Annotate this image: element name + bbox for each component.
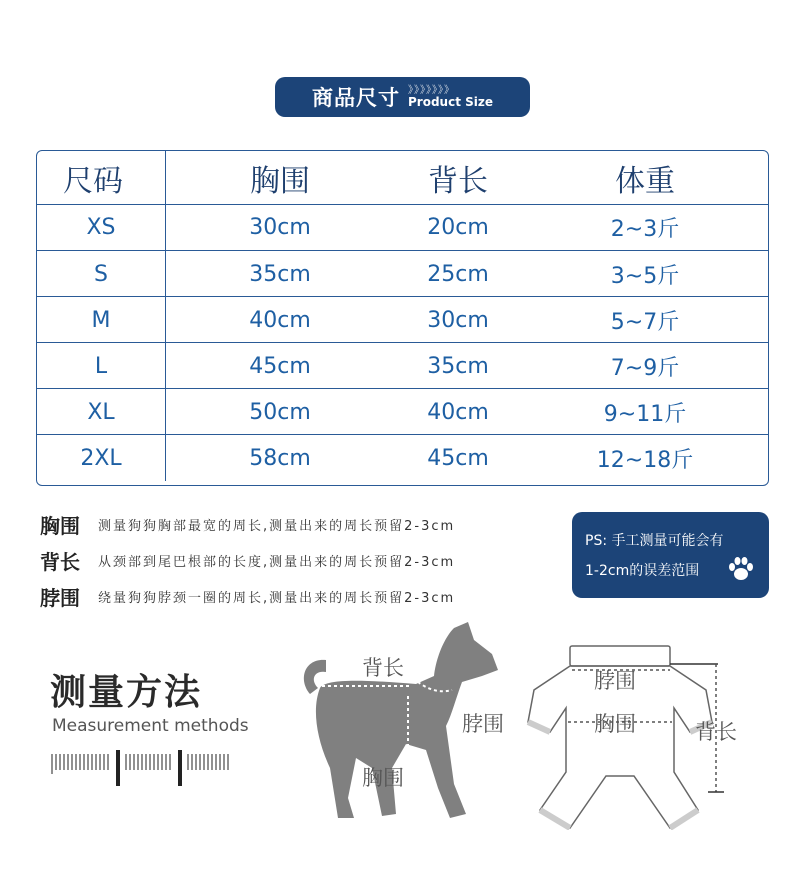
chest-cell: 50cm — [249, 399, 311, 425]
table-row — [37, 204, 768, 250]
banner-title-en: Product Size — [408, 95, 493, 109]
note-neck — [40, 578, 455, 614]
note-chest — [40, 506, 455, 542]
weight-cell: 9~11斤 — [603, 401, 687, 427]
size-cell: L — [37, 343, 166, 389]
method-title: 测量方法 — [50, 672, 203, 713]
weight-cell: 2~3斤 — [610, 216, 680, 242]
note-term: 胸围 — [40, 513, 80, 538]
back-cell: 30cm — [427, 307, 489, 333]
table-row — [37, 434, 768, 481]
paw-icon — [727, 556, 755, 582]
header-chest: 胸围 — [250, 163, 310, 199]
weight-cell: 12~18斤 — [596, 447, 694, 473]
ps-line-2: 1-2cm的误差范围 — [585, 563, 700, 579]
shirt-label-chest: 胸围 — [594, 712, 636, 736]
shirt-label-neck: 脖围 — [594, 669, 636, 693]
ruler-icon — [50, 748, 240, 788]
header-back-length: 背长 — [428, 163, 488, 199]
chest-cell: 40cm — [249, 307, 311, 333]
dog-label-neck: 脖围 — [462, 712, 504, 736]
size-table — [36, 150, 769, 486]
shirt-label-back: 背长 — [695, 720, 737, 744]
weight-cell: 7~9斤 — [610, 355, 680, 381]
header-weight: 体重 — [615, 163, 675, 199]
note-term: 背长 — [40, 549, 80, 574]
ps-line-1: PS: 手工测量可能会有 — [585, 533, 724, 549]
chest-cell: 58cm — [249, 445, 311, 471]
size-cell: XS — [37, 204, 166, 250]
size-cell: M — [37, 297, 166, 343]
size-cell: 2XL — [37, 435, 166, 481]
weight-cell: 5~7斤 — [610, 309, 680, 335]
back-cell: 40cm — [427, 399, 489, 425]
dog-label-back: 背长 — [362, 656, 404, 680]
product-size-banner — [275, 77, 530, 117]
table-row — [37, 342, 768, 389]
chest-cell: 45cm — [249, 353, 311, 379]
back-cell: 35cm — [427, 353, 489, 379]
chevrons: 》》》》》》》 — [408, 85, 455, 96]
dog-label-chest: 胸围 — [362, 766, 404, 790]
header-size: 尺码 — [37, 151, 166, 204]
back-cell: 25cm — [427, 261, 489, 287]
size-cell: XL — [37, 389, 166, 435]
banner-title-cn: 商品尺寸 — [312, 86, 400, 110]
note-back — [40, 542, 455, 578]
chest-cell: 35cm — [249, 261, 311, 287]
table-row — [37, 388, 768, 435]
table-row — [37, 296, 768, 343]
table-header-row — [37, 151, 768, 205]
method-subtitle: Measurement methods — [52, 716, 249, 736]
chest-cell: 30cm — [249, 214, 311, 240]
back-cell: 45cm — [427, 445, 489, 471]
back-cell: 20cm — [427, 214, 489, 240]
size-cell: S — [37, 251, 166, 297]
measurement-notes — [40, 506, 455, 614]
table-row — [37, 250, 768, 297]
ps-notice — [572, 512, 769, 598]
weight-cell: 3~5斤 — [610, 263, 680, 289]
note-term: 脖围 — [40, 585, 80, 610]
note-desc: 测量狗狗胸部最宽的周长,测量出来的周长预留2-3cm — [98, 518, 456, 534]
note-desc: 从颈部到尾巴根部的长度,测量出来的周长预留2-3cm — [98, 554, 456, 570]
note-desc: 绕量狗狗脖颈一圈的周长,测量出来的周长预留2-3cm — [98, 590, 456, 606]
